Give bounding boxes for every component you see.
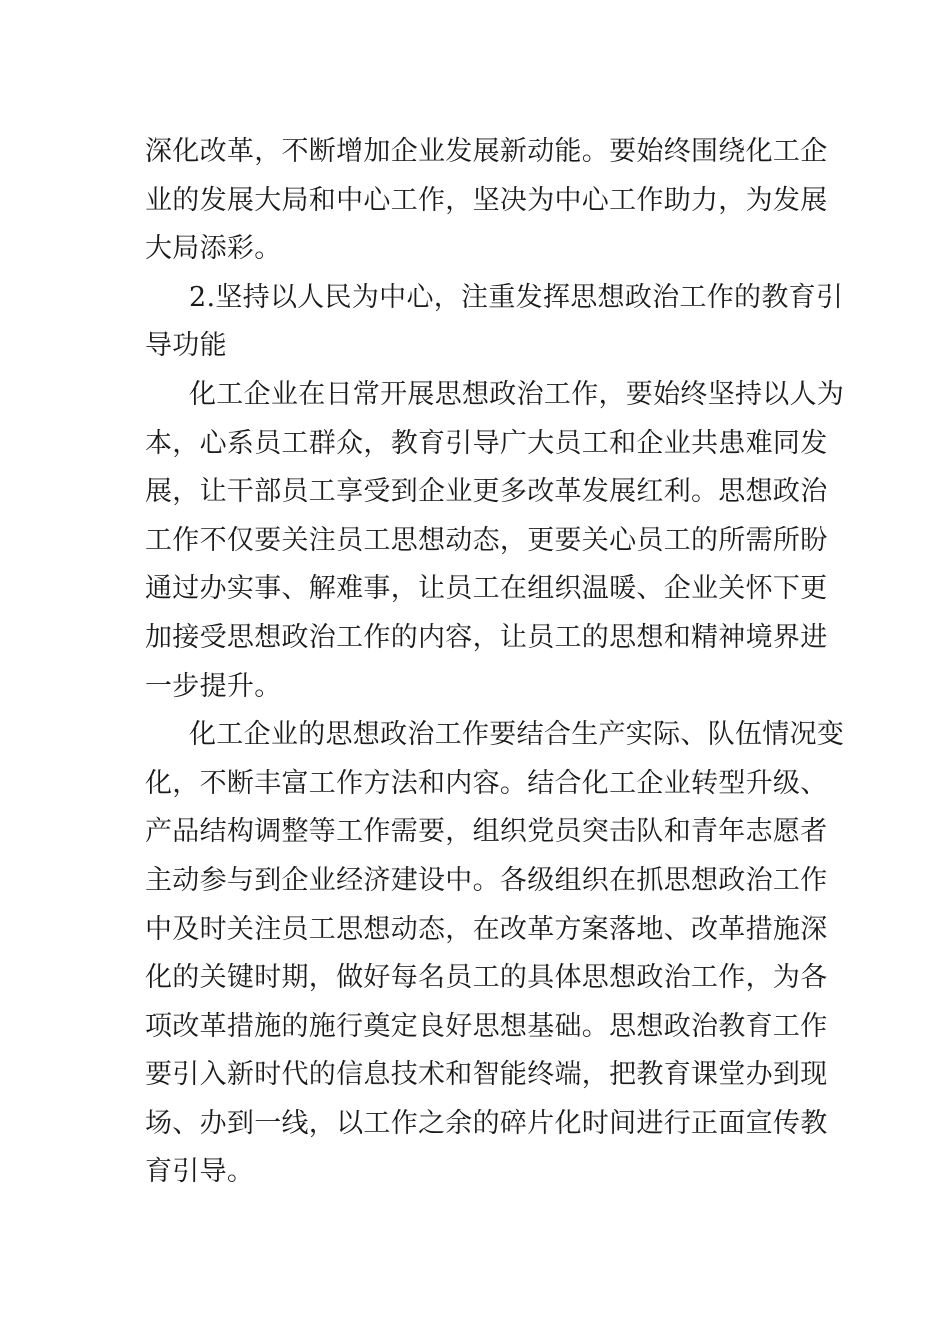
text-line: 化的关键时期，做好每名员工的具体思想政治工作，为各 <box>145 962 828 994</box>
text-line: 大局添彩。 <box>145 233 282 265</box>
text-line: 工作不仅要关注员工思想动态，更要关心员工的所需所盼 <box>145 524 828 556</box>
text-line: 一步提升。 <box>145 670 282 702</box>
paragraph-3 <box>145 371 845 711</box>
text-line: 化工企业在日常开展思想政治工作，要始终坚持以人为 <box>189 378 845 410</box>
text-line: 场、办到一线，以工作之余的碎片化时间进行正面宣传教 <box>145 1107 828 1139</box>
text-line: 项改革措施的施行奠定良好思想基础。思想政治教育工作 <box>145 1010 828 1042</box>
paragraph-4 <box>145 711 845 1197</box>
paragraph-1 <box>145 128 828 274</box>
text-line: 化，不断丰富工作方法和内容。结合化工企业转型升级、 <box>145 767 828 799</box>
text-line: 通过办实事、解难事，让员工在组织温暖、企业关怀下更 <box>145 573 828 605</box>
text-line: 深化改革，不断增加企业发展新动能。要始终围绕化工企 <box>145 136 828 167</box>
heading-line: 2.坚持以人民为中心，注重发挥思想政治工作的教育引 <box>189 281 844 313</box>
text-line: 产品结构调整等工作需要，组织党员突击队和青年志愿者 <box>145 816 828 848</box>
text-line: 要引入新时代的信息技术和智能终端，把教育课堂办到现 <box>145 1059 828 1091</box>
text-line: 主动参与到企业经济建设中。各级组织在抓思想政治工作 <box>145 864 828 896</box>
heading-line: 导功能 <box>145 330 227 362</box>
document-body <box>145 128 845 1197</box>
text-line: 育引导。 <box>145 1156 255 1188</box>
text-line: 化工企业的思想政治工作要结合生产实际、队伍情况变 <box>189 719 845 751</box>
text-line: 展，让干部员工享受到企业更多改革发展红利。思想政治 <box>145 476 828 508</box>
text-line: 业的发展大局和中心工作，坚决为中心工作助力，为发展 <box>145 184 828 216</box>
text-line: 加接受思想政治工作的内容，让员工的思想和精神境界进 <box>145 621 828 653</box>
text-line: 本，心系员工群众，教育引导广大员工和企业共患难同发 <box>145 427 828 459</box>
text-line: 中及时关注员工思想动态，在改革方案落地、改革措施深 <box>145 913 828 945</box>
section-heading <box>145 274 844 371</box>
